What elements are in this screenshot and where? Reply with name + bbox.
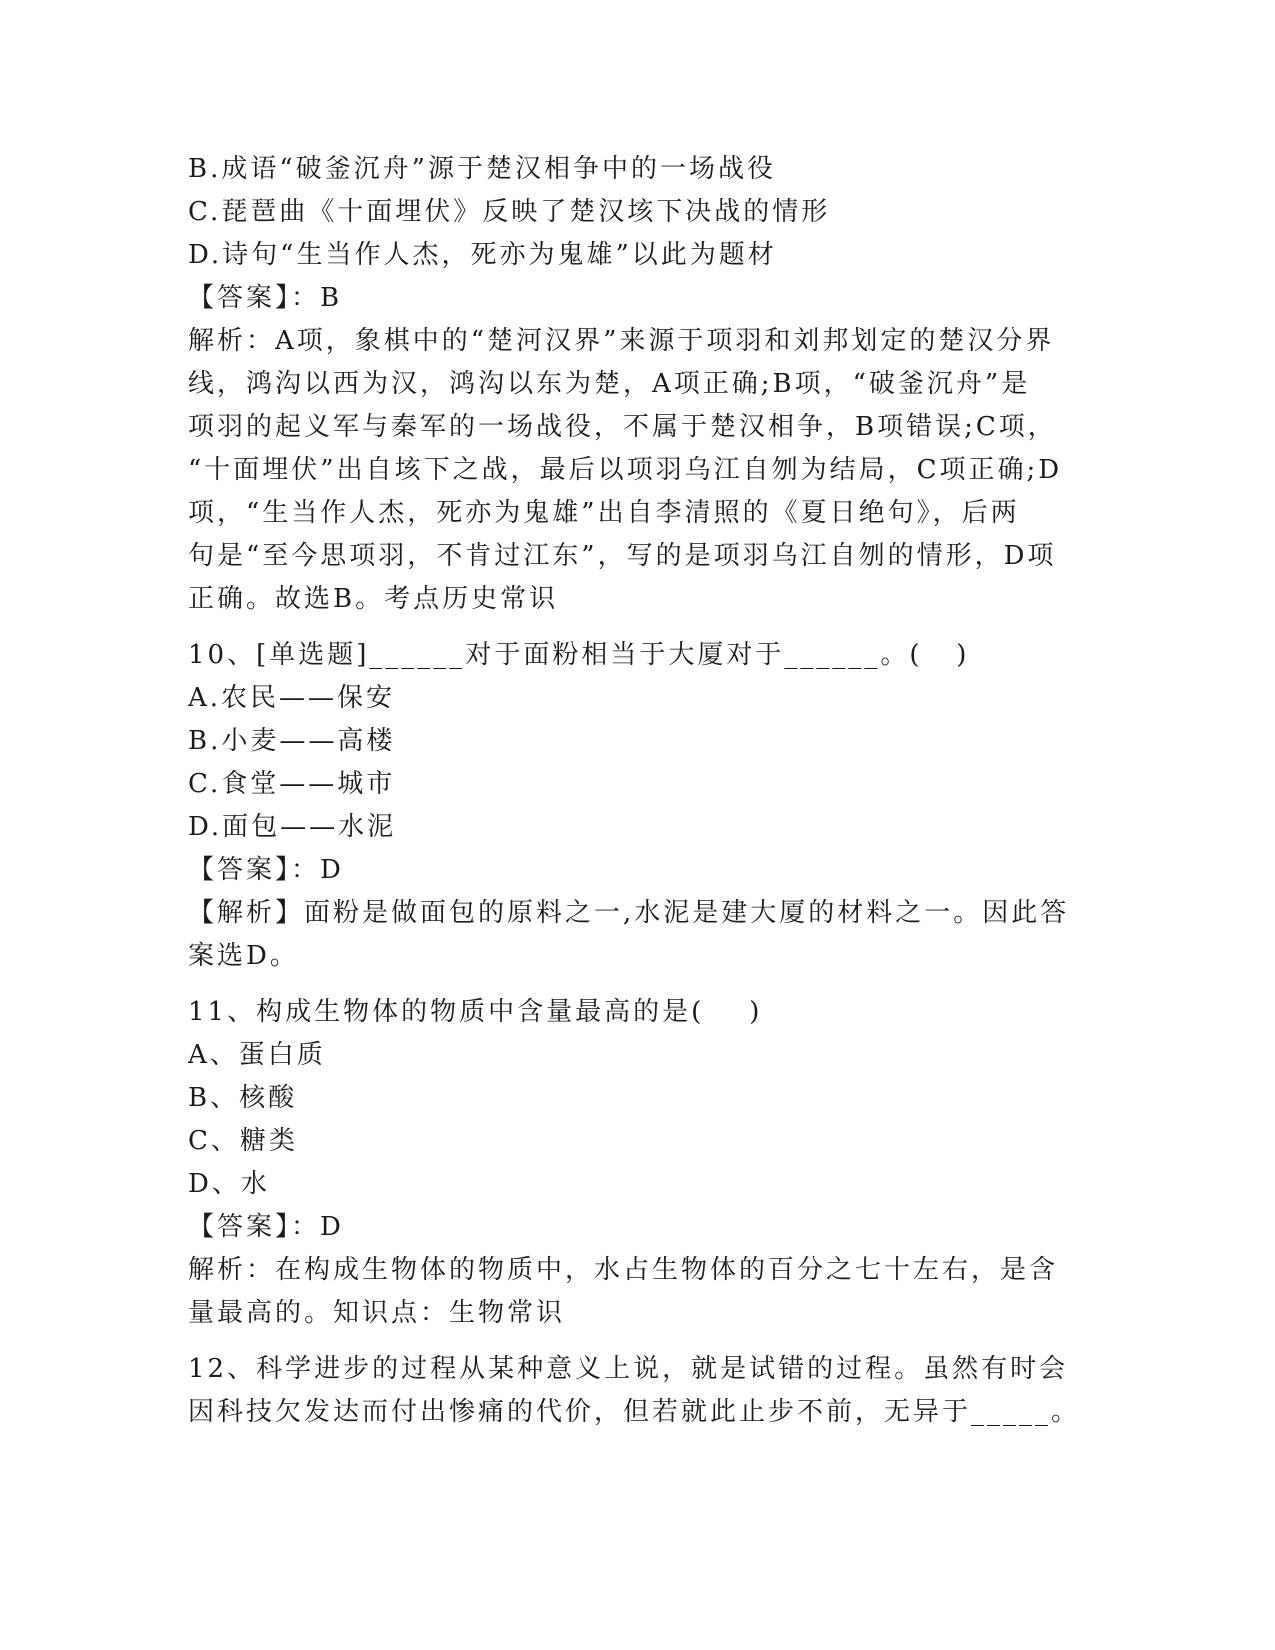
q12-question-line-2: 因科技欠发达而付出惨痛的代价，但若就此止步不前，无异于_____。 (188, 1397, 1081, 1427)
q10-option-b: B.小麦——高楼 (188, 726, 396, 756)
q9-analysis-line-7: 正确。故选B。考点历史常识 (188, 584, 559, 614)
q9-option-c: C.琵琶曲《十面埋伏》反映了楚汉垓下决战的情形 (188, 197, 831, 227)
document-page (188, 148, 1088, 1434)
q9-analysis-line-5: 项，“生当作人杰，死亦为鬼雄”出自李清照的《夏日绝句》，后两 (188, 498, 1020, 528)
q10-analysis-line-2: 案选D。 (188, 941, 299, 971)
q9-option-d: D.诗句“生当作人杰，死亦为鬼雄”以此为题材 (188, 240, 777, 270)
q11-option-b: B、核酸 (188, 1083, 298, 1113)
q11-analysis-line-2: 量最高的。知识点：生物常识 (188, 1298, 566, 1328)
question-12-block (188, 1348, 1088, 1434)
q11-analysis-line-1: 解析：在构成生物体的物质中，水占生物体的百分之七十左右，是含 (188, 1255, 1059, 1285)
q11-option-a: A、蛋白质 (188, 1040, 326, 1070)
q11-question: 11、构成生物体的物质中含量最高的是( ) (188, 997, 763, 1027)
q9-analysis-line-1: 解析：A项，象棋中的“楚河汉界”来源于项羽和刘邦划定的楚汉分界 (188, 326, 1055, 356)
q9-analysis-line-2: 线，鸿沟以西为汉，鸿沟以东为楚，A项正确;B项，“破釜沉舟”是 (188, 369, 1031, 399)
q10-analysis-line-1: 【解析】面粉是做面包的原料之一,水泥是建大厦的材料之一。因此答 (188, 898, 1070, 928)
q10-option-c: C.食堂——城市 (188, 769, 396, 799)
q9-analysis-line-3: 项羽的起义军与秦军的一场战役，不属于楚汉相争，B项错误;C项， (188, 412, 1057, 442)
q11-answer: 【答案】：D (188, 1212, 344, 1242)
q11-option-c: C、糖类 (188, 1126, 298, 1156)
q9-analysis-line-4: “十面埋伏”出自垓下之战，最后以项羽乌江自刎为结局，C项正确;D (188, 455, 1063, 485)
q10-answer: 【答案】：D (188, 855, 344, 885)
q12-question-line-1: 12、科学进步的过程从某种意义上说，就是试错的过程。虽然有时会 (188, 1354, 1069, 1384)
question-11-block (188, 991, 1088, 1335)
q9-option-b: B.成语“破釜沉舟”源于楚汉相争中的一场战役 (188, 154, 776, 184)
q10-question: 10、[单选题]______对于面粉相当于大厦对于______。( ) (188, 640, 970, 670)
q10-option-a: A.农民——保安 (188, 683, 396, 713)
q11-option-d: D、水 (188, 1169, 270, 1199)
q9-analysis-line-6: 句是“至今思项羽，不肯过江东”，写的是项羽乌江自刎的情形，D项 (188, 541, 1057, 571)
question-10-block (188, 634, 1088, 978)
q10-option-d: D.面包——水泥 (188, 812, 397, 842)
q9-answer: 【答案】：B (188, 283, 343, 313)
question-9-block (188, 148, 1088, 621)
